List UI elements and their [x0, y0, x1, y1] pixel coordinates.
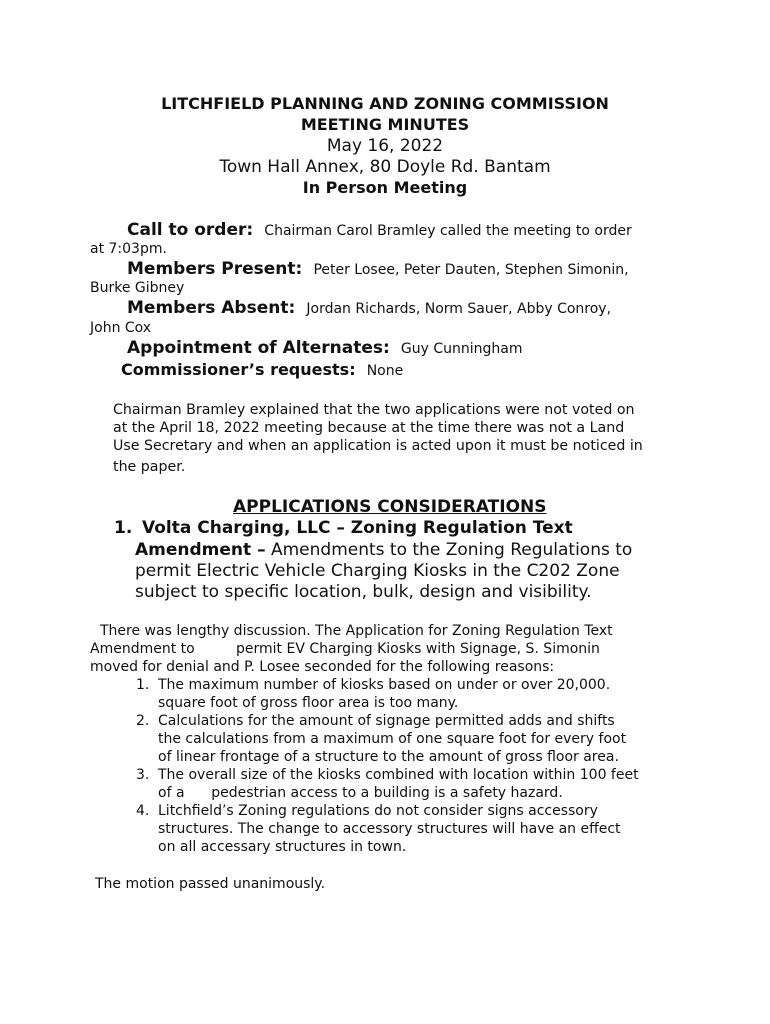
reason-number: 4.: [136, 803, 150, 819]
members-present-text: Peter Losee, Peter Dauten, Stephen Simonin,: [313, 262, 629, 278]
alternates-line: [127, 338, 522, 358]
motion-result: The motion passed unanimously.: [95, 876, 326, 892]
title-line-1: LITCHFIELD PLANNING AND ZONING COMMISSION: [161, 94, 609, 113]
members-absent-line: [127, 298, 611, 318]
application-desc-line-2: permit Electric Vehicle Charging Kiosks in the C202 Zone: [135, 561, 620, 581]
meeting-location: Town Hall Annex, 80 Doyle Rd. Bantam: [219, 157, 551, 177]
reason-text: The overall size of the kiosks combined with location within 100 feet: [158, 767, 639, 783]
reason-text: on all accessary structures in town.: [158, 839, 407, 855]
application-title-line-2: [135, 540, 632, 560]
explanation-line-4: the paper.: [113, 459, 186, 475]
reason-text: Litchfield’s Zoning regulations do not consider signs accessory: [158, 803, 598, 819]
members-present-label: Members Present:: [127, 259, 303, 279]
members-present-line: [127, 259, 629, 279]
members-present-text-cont: Burke Gibney: [90, 280, 185, 296]
members-absent-text-cont: John Cox: [90, 320, 152, 336]
meeting-date: May 16, 2022: [326, 136, 444, 156]
applications-heading: APPLICATIONS CONSIDERATIONS: [233, 497, 547, 517]
commissioner-requests-label: Commissioner’s requests:: [121, 360, 356, 379]
reason-text: Calculations for the amount of signage permitted adds and shifts: [158, 713, 615, 729]
commissioner-requests-text: None: [366, 363, 404, 379]
explanation-line-2: at the April 18, 2022 meeting because at the time there was not a Land: [113, 420, 625, 436]
application-item-number: 1.: [114, 518, 133, 538]
call-to-order-label: Call to order:: [127, 220, 254, 240]
call-to-order-line: [127, 220, 632, 240]
application-title-line-1: Volta Charging, LLC – Zoning Regulation Text: [142, 518, 573, 538]
explanation-line-1: Chairman Bramley explained that the two applications were not voted on: [113, 402, 635, 418]
reason-text: structures. The change to accessory structures will have an effect: [158, 821, 621, 837]
reason-text: of a pedestrian access to a building is a safety hazard.: [158, 785, 563, 801]
reason-text: square foot of gross floor area is too many.: [158, 695, 459, 711]
discussion-line-2b: permit EV Charging Kiosks with Signage, S. Simonin: [236, 641, 600, 657]
title-line-2: MEETING MINUTES: [300, 115, 470, 134]
reason-number: 1.: [136, 677, 150, 693]
reason-number: 2.: [136, 713, 150, 729]
call-to-order-text: Chairman Carol Bramley called the meeting to order: [264, 223, 632, 239]
members-absent-text: Jordan Richards, Norm Sauer, Abby Conroy,: [306, 301, 612, 317]
reason-text: the calculations from a maximum of one square foot for every foot: [158, 731, 627, 747]
discussion-line-2a: Amendment to: [90, 641, 195, 657]
discussion-line-3: moved for denial and P. Losee seconded for the following reasons:: [90, 659, 555, 675]
application-desc-line-3: subject to specific location, bulk, design and visibility.: [135, 582, 592, 602]
alternates-text: Guy Cunningham: [400, 341, 523, 357]
members-absent-label: Members Absent:: [127, 298, 296, 318]
application-title-amendment: Amendment –: [135, 540, 266, 560]
discussion-line-1: There was lengthy discussion. The Application for Zoning Regulation Text: [100, 623, 613, 639]
application-desc-line-1: Amendments to the Zoning Regulations to: [270, 540, 633, 560]
reason-text: The maximum number of kiosks based on under or over 20,000.: [158, 677, 611, 693]
reason-number: 3.: [136, 767, 150, 783]
commissioner-requests-line: [121, 360, 403, 379]
explanation-line-3: Use Secretary and when an application is acted upon it must be noticed in: [113, 438, 643, 454]
alternates-label: Appointment of Alternates:: [127, 338, 390, 358]
meeting-type: In Person Meeting: [302, 178, 468, 197]
call-to-order-text-cont: at 7:03pm.: [90, 241, 167, 257]
reason-text: of linear frontage of a structure to the amount of gross floor area.: [158, 749, 619, 765]
